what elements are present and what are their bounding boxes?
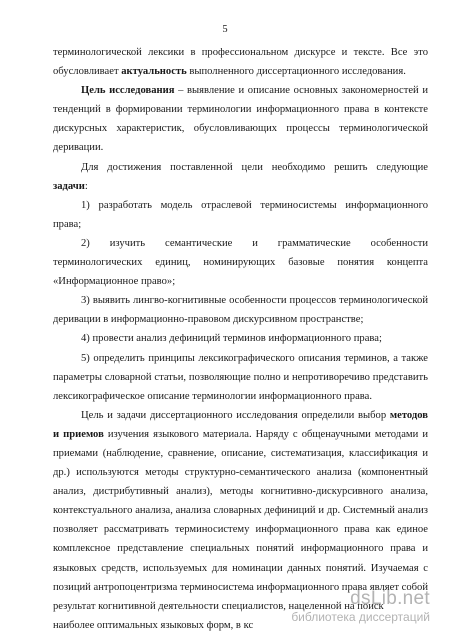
task-item-3: 3) выявить лингво-когнитивные особенности процессов терминологической деривации в информационно-правовом дискурсивном пространстве; (53, 295, 428, 326)
document-body (53, 43, 428, 635)
task-item-2: 2) изучить семантические и грамматические особенности терминологических единиц, номинирующих базовые понятия концепта «Информационное право»; (53, 237, 428, 288)
paragraph-methods-last-line: наиболее оптимальных языковых форм, в кс (53, 619, 254, 631)
paragraph-relevance (53, 43, 428, 81)
paragraph-tasks-intro (53, 158, 428, 196)
bold-term-goal: Цель исследования (81, 85, 175, 97)
bold-term-methods: методов и приемов (53, 409, 428, 440)
bold-term-relevance: актуальность (121, 66, 187, 78)
paragraph-goal (53, 81, 428, 157)
text-span: Для достижения поставленной цели необходимо решить следующие (81, 161, 428, 173)
task-item-4: 4) провести анализ дефиниций терминов информационного права; (81, 333, 382, 345)
task-item-5: 5) определить принципы лексикографического описания терминов, а также параметры словарной статьи, позволяющие полно и непротиворечиво представить лексикографическое описание терминологии информационного права. (53, 352, 428, 402)
text-span: изучения языкового материала. Наряду с общенаучными методами и приемами (наблюдение, сравнение, описание, систематизация, классификация и др.) используются методы структурно-семантического анализа (компонентный анализ, дистрибутивный анализ), методы когнитивно-дискурсивного анализа, контекстуального анализа, анализа словарных дефиниций и др. Системный анализ позволяет рассматривать терминосистему информационного права как единое комплексное представление специальных понятий информационного права и языковых средств, используемых для номинации данных понятий. Изучаемая с позиций антропоцентризма терминосистема информационного права являет собой результат когнитивной деятельности специалистов, нацеленной на поиск (53, 428, 428, 612)
task-item-1: 1) разработать модель отраслевой терминосистемы информационного права; (53, 199, 428, 230)
watermark-logo: dsLib.net (350, 588, 430, 609)
text-span: : (84, 180, 88, 192)
text-span: выполненного диссертационного исследования. (186, 66, 406, 78)
paragraph-methods (53, 406, 428, 616)
page-number: 5 (222, 24, 228, 35)
watermark (276, 588, 436, 628)
text-span: терминологической лексики в профессиональном дискурсе и тексте. Все это обусловливает (53, 47, 428, 78)
text-span: – выявление и описание основных закономерностей и тенденций в формировании терминологии информационного права в контексте дискурсных характеристик, обусловливающих процессы терминологической деривации. (53, 85, 428, 154)
text-span: Цель и задачи диссертационного исследования определили выбор (81, 409, 390, 421)
bold-term-tasks: задачи (53, 180, 85, 192)
watermark-subtitle: библиотека диссертаций (291, 610, 430, 624)
